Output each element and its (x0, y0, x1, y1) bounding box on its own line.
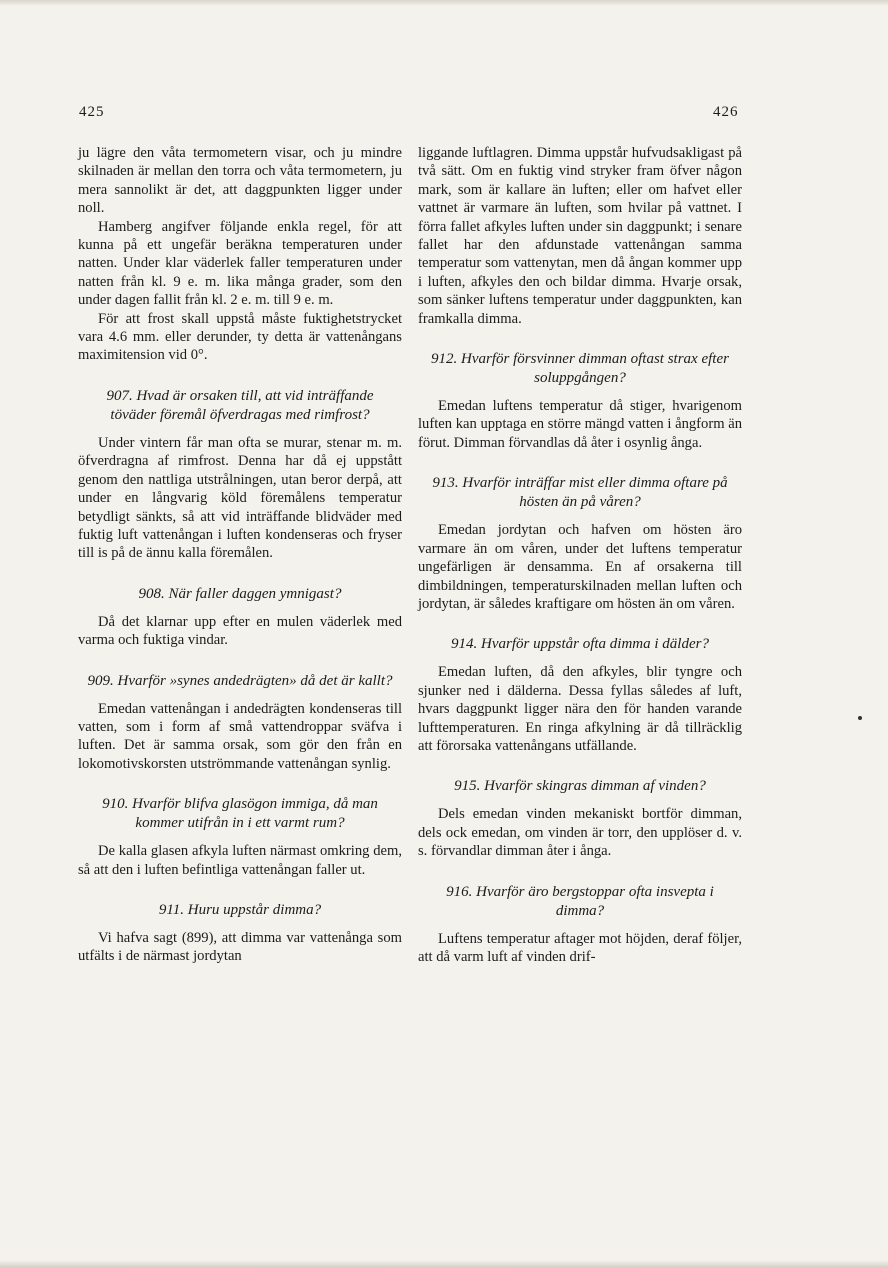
page-number-right: 426 (713, 104, 739, 120)
question-heading-907: 907. Hvad är orsaken till, att vid inträffande töväder föremål öfverdragas med rimfrost? (106, 387, 374, 423)
question-heading-916: 916. Hvarför äro bergstoppar ofta insvepta i dimma? (446, 883, 714, 919)
question-heading-914: 914. Hvarför uppstår ofta dimma i dälder? (451, 636, 709, 653)
answer-paragraph-911: Vi hafva sagt (899), att dimma var vattenånga som utfälts i de närmast jordytan (78, 929, 402, 965)
answer-paragraph-914: Emedan luften, då den afkyles, blir tyngre och sjunker ned i dälderna. Dessa fyllas således af luft, hvars daggpunkt ligger nära den för handen varande lufttemperaturen. En ringa afkylning är då tillräcklig att förorsaka vattenångans utfällande. (418, 664, 742, 754)
question-heading-912: 912. Hvarför försvinner dimman oftast strax efter soluppgången? (431, 351, 729, 387)
answer-paragraph-916: Luftens temperatur aftager mot höjden, deraf följer, att då varm luft af vinden drif- (418, 930, 742, 965)
page-number-left: 425 (79, 104, 105, 120)
answer-paragraph-912: Emedan luftens temperatur då stiger, hvarigenom luften kan upptaga en större mängd vatten i ångform än förut. Dimman förvandlas då åter i osynlig ånga. (418, 398, 742, 451)
question-heading-910: 910. Hvarför blifva glasögon immiga, då man kommer utifrån in i ett varmt rum? (102, 796, 378, 832)
answer-paragraph-915: Dels emedan vinden mekaniskt bortför dimman, dels ock emedan, om vinden är torr, den upplöser d. v. s. förvandlar dimman åter i ånga. (418, 806, 742, 860)
question-heading-915: 915. Hvarför skingras dimman af vinden? (454, 778, 706, 795)
question-heading-909: 909. Hvarför »synes andedrägten» då det är kallt? (87, 672, 393, 689)
paragraph: För att frost skall uppstå måste fuktighetstrycket vara 4.6 mm. eller derunder, ty detta är vattenångans maximitension vid 0°. (78, 310, 402, 364)
answer-paragraph-909: Emedan vattenångan i andedrägten kondenseras till vatten, som i form af små vattendroppar sväfva i luften. Det är samma orsak, som gör den från en lokomotivskorsten utströmmande vattenångan synlig. (78, 700, 402, 772)
left-column (78, 144, 402, 966)
answer-paragraph-907: Under vintern får man ofta se murar, stenar m. m. öfverdragna af rimfrost. Denna har då ej uppstått genom den nattliga utstrålningen, utan beror derpå, att under en långvarig köld föremålens temperatur betydligt sänkts, så att vid inträffande blidväder med fuktig luft vattenångan i luften kondenseras och fryser till is på de ännu kalla föremålen. (78, 434, 402, 562)
scan-speck (858, 716, 862, 720)
question-heading-913: 913. Hvarför inträffar mist eller dimma oftare på hösten än på våren? (432, 475, 728, 511)
answer-paragraph-913: Emedan jordytan och hafven om hösten äro varmare än om våren, under det luftens temperatur ungefärligen är densamma. En af orsakerna till dimbildningen, temperaturskilnaden mellan luften och jordytan, är således kraftigare om hösten än om våren. (418, 522, 742, 612)
paragraph: liggande luftlagren. Dimma uppstår hufvudsakligast på två sätt. Om en fuktig vind stryker fram öfver någon mark, som är kallare än luften; eller om hafvet eller vattnet är varmare än luften, som hvilar på vattnet. I förra fallet afkyles luften under sin daggpunkt; i senare fallet har den afdunstade vattenångan samma temperatur som vattenytan, men då ångan kommer upp i luften, afkyles den och bildar dimma. Hvarje orsak, som sänker luftens temperatur under daggpunkten, kan framkalla dimma. (418, 145, 742, 327)
scan-top-edge (0, 0, 888, 6)
answer-paragraph-908: Då det klarnar upp efter en mulen väderlek med varma och fuktiga vindar. (78, 613, 402, 649)
right-column (418, 144, 742, 966)
question-heading-908: 908. När faller daggen ymnigast? (138, 585, 342, 602)
scan-bottom-edge (0, 1260, 888, 1268)
answer-paragraph-910: De kalla glasen afkyla luften närmast omkring dem, så att den i luften befintliga vattenångan faller ut. (78, 843, 402, 878)
paragraph: Hamberg angifver följande enkla regel, för att kunna på ett ungefär beräkna temperaturen under natten. Under klar väderlek faller temperaturen under natten från kl. 9 e. m. lika många grader, som den under dagen fallit från kl. 2 e. m. till 9 e. m. (78, 218, 402, 309)
paragraph: ju lägre den våta termometern visar, och ju mindre skilnaden är mellan den torra och våta termometern, ju mera sannolikt är det, att daggpunkten ligger under noll. (78, 145, 402, 217)
question-heading-911: 911. Huru uppstår dimma? (158, 901, 322, 918)
